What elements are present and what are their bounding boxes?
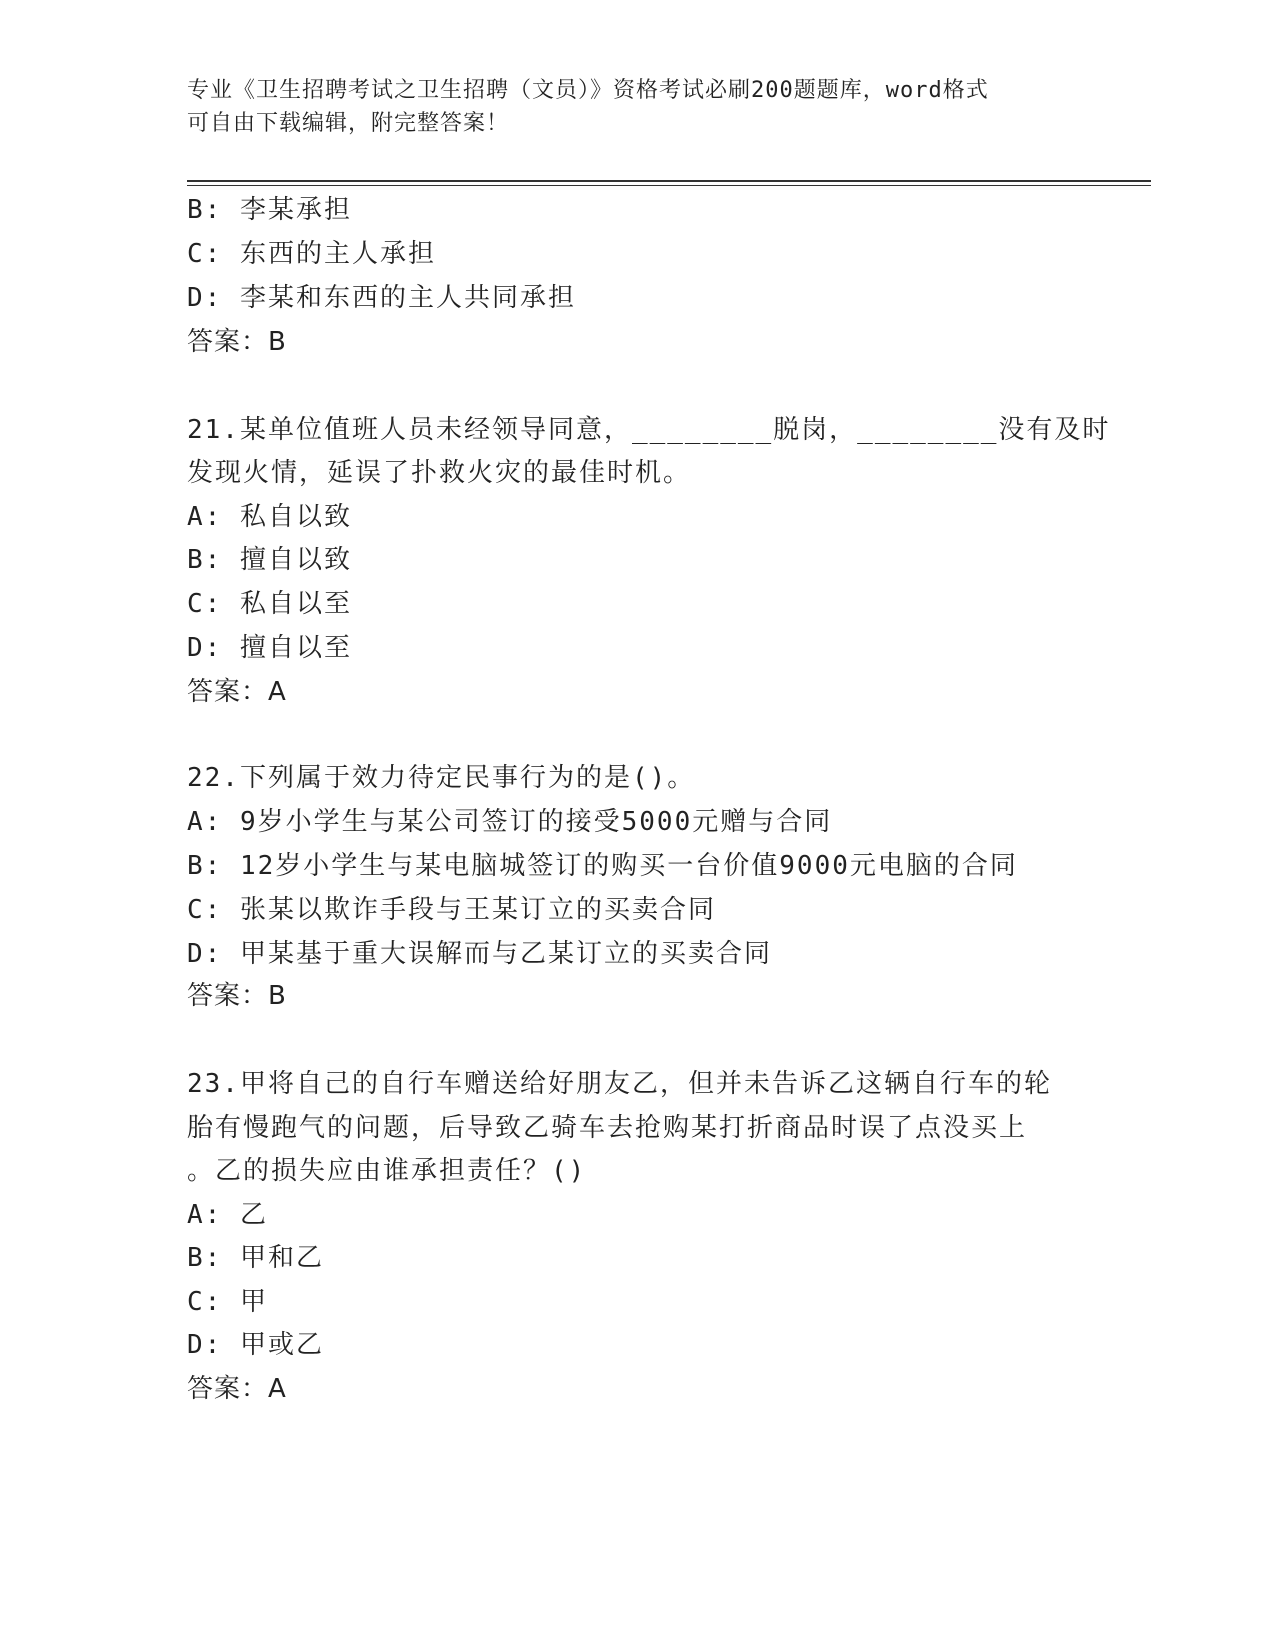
header-line-1: 专业《卫生招聘考试之卫生招聘（文员）》资格考试必刷200题题库，word格式 <box>187 78 989 103</box>
q23-stem-line-3: 。乙的损失应由谁承担责任？() <box>187 1156 587 1186</box>
q21-option-b: B: 擅自以致 <box>187 545 352 575</box>
q23-stem-line-2: 胎有慢跑气的问题，后导致乙骑车去抢购某打折商品时误了点没买上 <box>187 1113 1028 1143</box>
q22-answer: 答案：B <box>187 981 287 1011</box>
q23-option-c: C: 甲 <box>187 1287 268 1317</box>
q21-stem-line-1: 21.某单位值班人员未经领导同意，________脱岗，________没有及时 <box>187 415 1111 445</box>
q20-answer: 答案：B <box>187 327 287 357</box>
q23-option-a: A: 乙 <box>187 1200 268 1230</box>
q23-stem-line-1: 23.甲将自己的自行车赠送给好朋友乙，但并未告诉乙这辆自行车的轮 <box>187 1069 1052 1099</box>
q23-answer: 答案：A <box>187 1374 287 1404</box>
q22-option-a: A: 9岁小学生与某公司签订的接受5000元赠与合同 <box>187 807 833 837</box>
q22-stem-line-1: 22.下列属于效力待定民事行为的是()。 <box>187 763 696 793</box>
header-divider-thick <box>187 180 1151 182</box>
q22-option-c: C: 张某以欺诈手段与王某订立的买卖合同 <box>187 895 716 925</box>
q23-option-d: D: 甲或乙 <box>187 1330 324 1360</box>
q20-option-b: B: 李某承担 <box>187 195 352 225</box>
document-header <box>187 74 1087 140</box>
q21-option-a: A: 私自以致 <box>187 502 352 532</box>
header-divider-thin <box>187 185 1151 186</box>
q20-option-c: C: 东西的主人承担 <box>187 239 436 269</box>
q23-option-b: B: 甲和乙 <box>187 1243 324 1273</box>
q22-option-b: B: 12岁小学生与某电脑城签订的购买一台价值9000元电脑的合同 <box>187 851 1018 881</box>
q22-option-d: D: 甲某基于重大误解而与乙某订立的买卖合同 <box>187 939 772 969</box>
q21-option-d: D: 擅自以至 <box>187 633 352 663</box>
q20-option-d: D: 李某和东西的主人共同承担 <box>187 283 576 313</box>
header-line-2: 可自由下载编辑，附完整答案！ <box>187 111 510 136</box>
q21-stem-line-2: 发现火情，延误了扑救火灾的最佳时机。 <box>187 458 692 488</box>
q21-answer: 答案：A <box>187 677 287 707</box>
q21-option-c: C: 私自以至 <box>187 589 352 619</box>
